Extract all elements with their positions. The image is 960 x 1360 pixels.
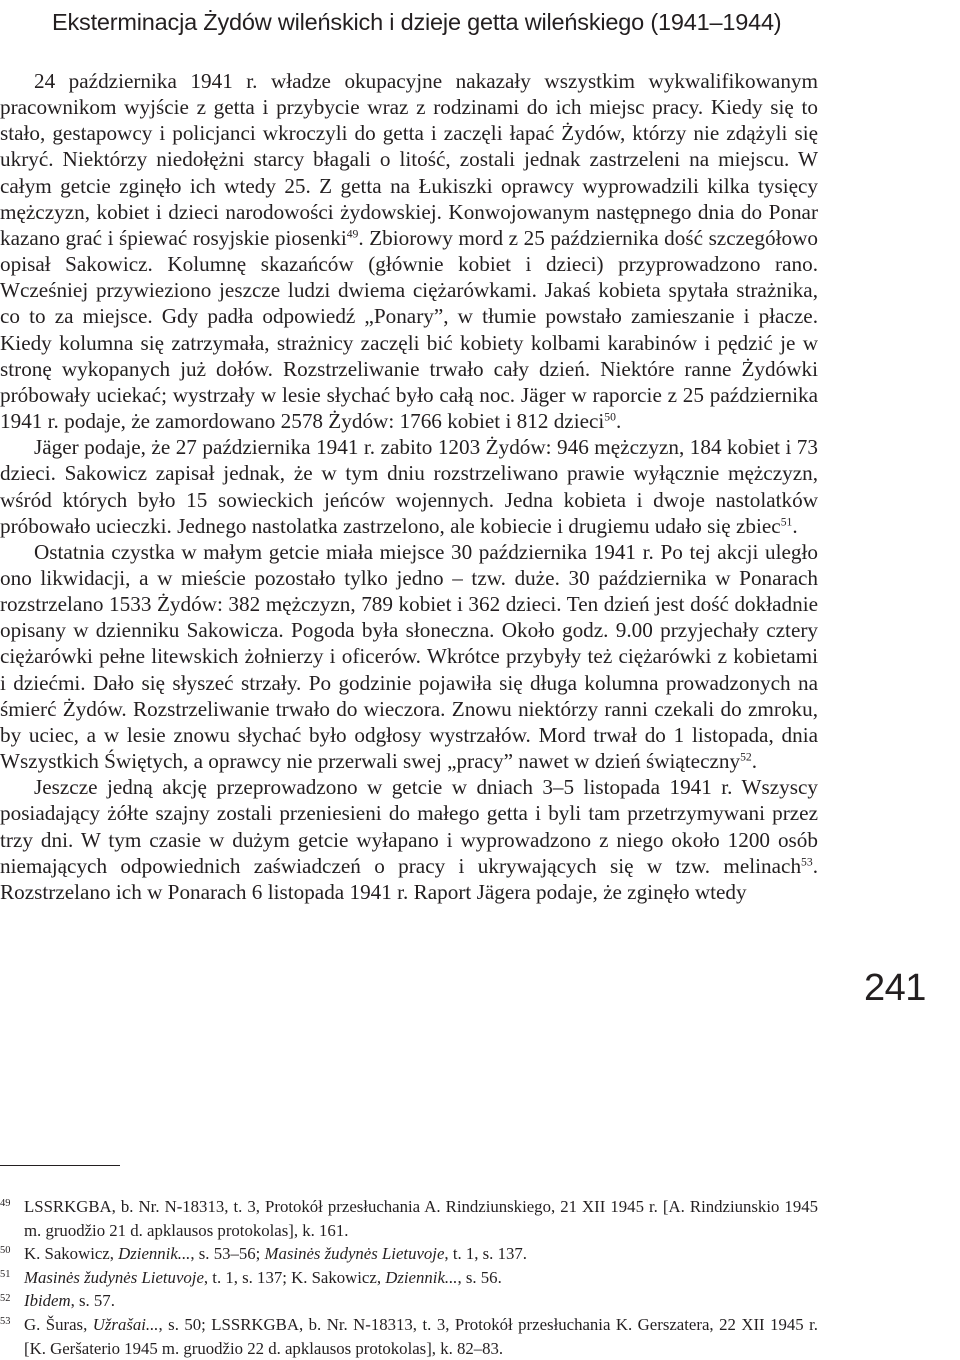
page-number: 241 [864,967,926,1009]
footnotes [0,1195,818,1360]
footnote-text: K. Sakowicz, [24,1244,119,1264]
running-head: Eksterminacja Żydów wileńskich i dzieje getta wileńskiego (1941–1944) [52,9,782,35]
paragraph-3 [0,539,818,774]
footnote-text: , s. 57. [70,1291,115,1311]
footnote-text: , s. 56. [457,1267,502,1287]
paragraph-text: . [615,409,622,434]
paragraph-4 [0,774,818,905]
paragraph-text: . [792,513,798,538]
paragraph-text: . Zbiorowy mord z 25 października dość szczegółowo opisał Sakowicz. Kolumnę skazańców (głównie kobiet i dzieci) przyprowadzono rano. Wcześniej przywieziono jeszcze ludzi dwiema ciężarówkami. Jakaś kobieta spytała strażnika, co to za miejsce. Gdy padła odpowiedź „Ponary”, w tłumie powstało zamieszanie i płacze. Kiedy kolumna się zatrzymała, strażnicy zaczęli bić kobiety kolbami karabinów i pędzić je w stronę wykopanych już dołów. Rozstrzeliwanie trwało cały dzień. Niektóre ranne Żydówki próbowały uciekać; wystrzały w lesie słychać było całą noc. Jäger w raporcie z 25 października 1941 r. podaje, że zamordowano 2578 Żydów: 1766 kobiet i 812 dzieci [0,225,818,434]
paragraph-2 [0,434,818,539]
paragraph-text: Jeszcze jedną akcję przeprowadzono w getcie w dniach 3–5 listopada 1941 r. Wszyscy posiadający żółte szajny zostali przeniesieni do małego getta i byli tam przetrzymywani przez trzy dni. W tym czasie w dużym getcie wyłapano i wyprowadzono z niego około 1200 osób niemających odpowiednich zaświadczeń o pracy i ukrywających się w tzw. melinach [0,775,818,878]
footnote-text: LSSRKGBA, b. Nr. N-18313, t. 3, Protokół przesłuchania A. Rindziunskiego, 21 XII 1945 r. [A. Rindziunskio 1945 m. gruodžio 21 d. apklausos protokolas], k. 161. [24,1197,818,1240]
body-text [0,68,818,905]
footnote-title: Dziennik... [385,1267,458,1287]
footnote-53: 53 G. Šuras, Užrašai..., s. 50; LSSRKGBA, b. Nr. N-18313, t. 3, Protokół przesłuchania K. Gerszatera, 22 XII 1945 r. [K. Geršaterio 1945 m. gruodžio 22 d. apklausos protokolas], k. 82–83. [0,1314,818,1358]
footnote-ref-53[interactable]: 53 [801,855,813,869]
paragraph-text: Jäger podaje, że 27 października 1941 r. zabito 1203 Żydów: 946 mężczyzn, 184 kobiet i 73 dzieci. Sakowicz zapisał jednak, że w tym dniu rozstrzeliwano prawie wyłącznie mężczyzn, wśród których było 15 sowieckich jeńców wojennych. Jedna kobieta i dwoje nastolatków próbowało ucieczki. Jednego nastolatka zastrzelono, ale kobiecie i drugiemu udało się zbiec [0,435,818,538]
footnote-divider [0,1165,120,1166]
footnote-title: Masinės žudynės Lietuvoje [24,1267,204,1287]
paragraph-text: . [751,749,758,774]
paragraph-text: Ostatnia czystka w małym getcie miała miejsce 30 października 1941 r. Po tej akcji uległo ono likwidacji, a w mieście pozostało tylko jedno – tzw. duże. 30 października w Ponarach rozstrzelano 1533 Żydów: 382 mężczyzn, 789 kobiet i 362 dzieci. Ten dzień jest dość dokładnie opisany w dzienniku Sakowicza. Pogoda była słoneczna. Około godz. 9.00 przyjechały cztery ciężarówki pełne litewskich żołnierzy i oficerów. Wkrótce przybyły też ciężarówki z kobietami i dziećmi. Dało się słyszeć strzały. Po godzinie pojawiła się długa kolumna prowadzonych na śmierć Żydów. Rozstrzeliwanie trwało do wieczora. Znowu niektórzy ranni czekali do zmroku, by uciec, a w lesie znowu słychać było odgłosy wystrzałów. Mord trwał do 1 listopada, dnia Wszystkich Świętych, a oprawcy nie przerwali swej „pracy” nawet w dzień świąteczny [0,539,818,774]
footnote-text: , s. 50; LSSRKGBA, b. Nr. N-18313, t. 3, Protokół przesłuchania K. Gerszatera, 22 XII 1945 r. [K. Geršaterio 1945 m. gruodžio 22 d. apklausos protokolas], k. 82–83. [24,1314,818,1358]
footnote-50: 50 K. Sakowicz, Dziennik..., s. 53–56; Masinės žudynės Lietuvoje, t. 1, s. 137. [0,1244,527,1264]
footnote-ref-50[interactable]: 50 [604,410,616,424]
footnote-title: Masinės žudynės Lietuvoje [264,1244,445,1264]
footnote-title: Dziennik... [118,1244,191,1264]
footnote-text: , t. 1, s. 137. [444,1244,527,1264]
paragraph-text: . Rozstrzelano ich w Ponarach 6 listopada 1941 r. Raport Jägera podaje, że zginęło wtedy [0,853,818,904]
footnote-text: , t. 1, s. 137; K. Sakowicz, [203,1267,386,1287]
paragraph-text: 24 października 1941 r. władze okupacyjne nakazały wszystkim wykwalifikowanym pracownikom wyjście z getta i przybycie wraz z rodzinami do ich miejsc pracy. Kiedy się to stało, gestapowcy i policjanci wkroczyli do getta i zaczęli łapać Żydów, którzy nie zdążyli się ukryć. Niektórzy niedołężni starcy błagali o litość, zostali jednak zastrzeleni na miejscu. W całym getcie zginęło ich wtedy 25. Z getta na Łukiszki oprawcy wyprowadzili kilka tysięcy mężczyzn, kobiet i dzieci narodowości żydowskiej. Konwojowanym następnego dnia do Ponar kazano grać i śpiewać rosyjskie piosenki [0,69,818,250]
footnote-title: Užrašai... [92,1314,159,1334]
paragraph-1 [0,68,818,434]
footnote-text: G. Šuras, [24,1314,93,1334]
footnote-52: 52 Ibidem, s. 57. [0,1291,115,1311]
footnote-51: 51 Masinės žudynės Lietuvoje, t. 1, s. 137; K. Sakowicz, Dziennik..., s. 56. [0,1267,502,1287]
footnote-49: 49 LSSRKGBA, b. Nr. N-18313, t. 3, Protokół przesłuchania A. Rindziunskiego, 21 XII 1945 r. [A. Rindziunskio 1945 m. gruodžio 21 d. apklausos protokolas], k. 161. [0,1197,818,1240]
footnote-title: Ibidem [24,1291,71,1311]
footnote-ref-49[interactable]: 49 [346,227,359,241]
footnote-text: , s. 53–56; [190,1244,265,1264]
footnote-ref-51[interactable]: 51 [780,515,793,529]
footnote-ref-52[interactable]: 52 [740,750,752,764]
